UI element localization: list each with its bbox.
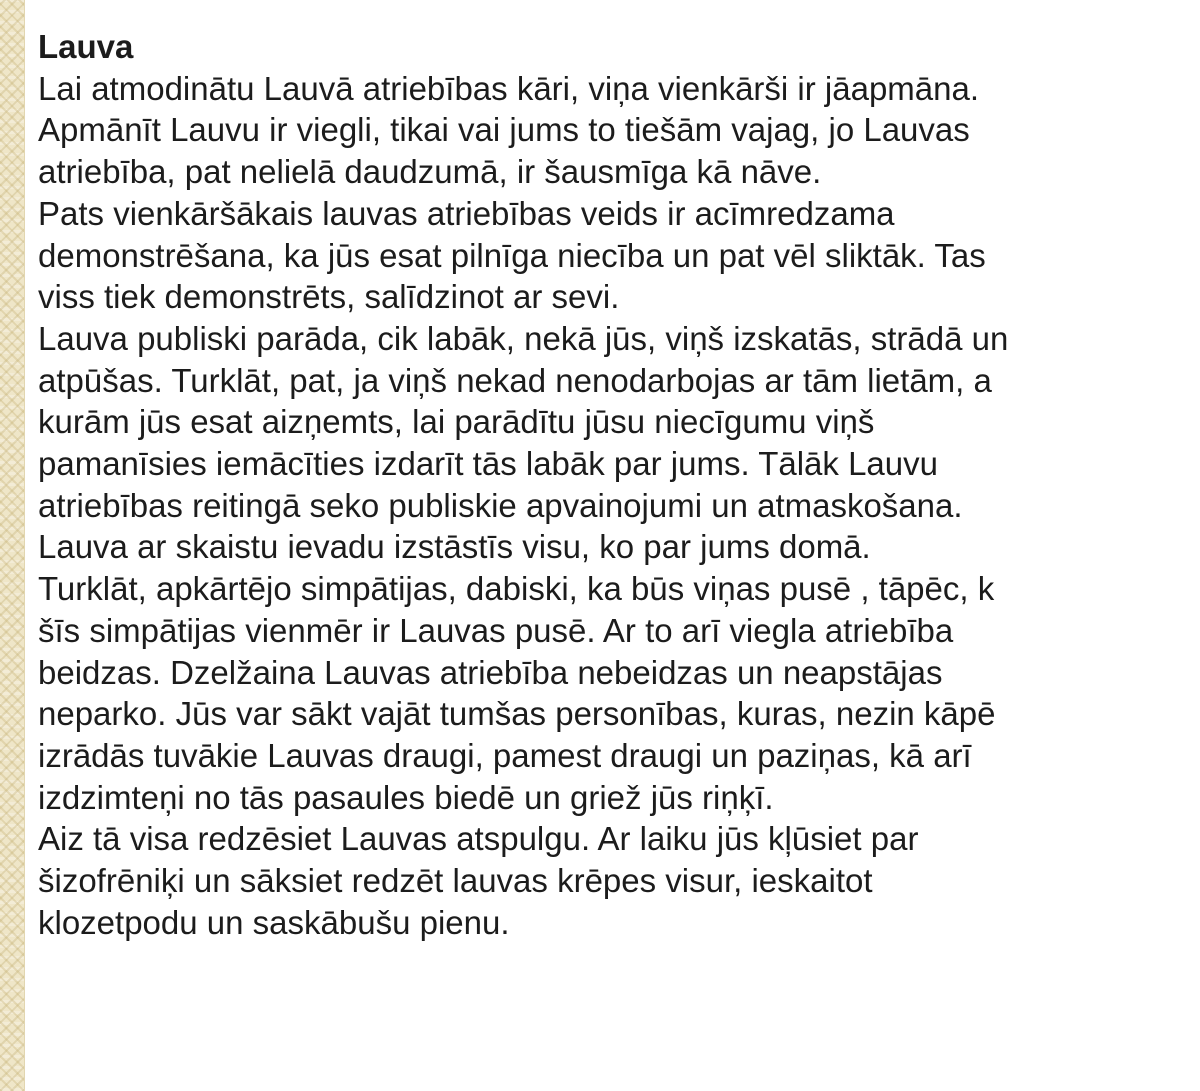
text-line: šīs simpātijas vienmēr ir Lauvas pusē. Ar to arī viegla atriebība xyxy=(38,611,954,649)
text-line: viss tiek demonstrēts, salīdzinot ar sevi. xyxy=(38,278,620,316)
text-line: izrādās tuvākie Lauvas draugi, pamest draugi un paziņas, kā arī xyxy=(38,736,972,774)
text-line: neparko. Jūs var sākt vajāt tumšas personības, kuras, nezin kāpē xyxy=(38,695,996,733)
text-line: Pats vienkāršākais lauvas atriebības veids ir acīmredzama xyxy=(38,194,895,232)
text-line: demonstrēšana, ka jūs esat pilnīga niecība un pat vēl sliktāk. Tas xyxy=(38,236,986,274)
text-line: atpūšas. Turklāt, pat, ja viņš nekad nenodarbojas ar tām lietām, a xyxy=(38,361,992,399)
text-line: kurām jūs esat aizņemts, lai parādītu jūsu niecīgumu viņš xyxy=(38,403,875,441)
text-line: Apmānīt Lauvu ir viegli, tikai vai jums to tiešām vajag, jo Lauvas xyxy=(38,111,970,149)
text-line: atriebības reitingā seko publiskie apvainojumi un atmaskošana. xyxy=(38,486,963,524)
text-line: Turklāt, apkārtējo simpātijas, dabiski, ka būs viņas pusē , tāpēc, k xyxy=(38,570,995,608)
text-line: atriebība, pat nelielā daudzumā, ir šausmīga kā nāve. xyxy=(38,153,822,191)
text-line: beidzas. Dzelžaina Lauvas atriebība nebeidzas un neapstājas xyxy=(38,653,943,691)
text-line: Lauva ar skaistu ievadu izstāstīs visu, ko par jums domā. xyxy=(38,528,871,566)
text-line: Aiz tā visa redzēsiet Lauvas atspulgu. Ar laiku jūs kļūsiet par xyxy=(38,820,919,858)
text-block xyxy=(38,26,1200,943)
text-line: pamanīsies iemācīties izdarīt tās labāk par jums. Tālāk Lauvu xyxy=(38,445,938,483)
document-title: Lauva xyxy=(38,28,134,65)
text-line: Lauva publiski parāda, cik labāk, nekā jūs, viņš izskatās, strādā un xyxy=(38,319,1009,357)
text-line: klozetpodu un saskābušu pienu. xyxy=(38,903,510,941)
text-line: šizofrēniķi un sāksiet redzēt lauvas krēpes visur, ieskaitot xyxy=(38,862,873,900)
text-line: Lai atmodinātu Lauvā atriebības kāri, viņa vienkārši ir jāapmāna. xyxy=(38,69,980,107)
text-line: izdzimteņi no tās pasaules biedē un griež jūs riņķī. xyxy=(38,778,774,816)
decorative-border xyxy=(0,0,25,1091)
